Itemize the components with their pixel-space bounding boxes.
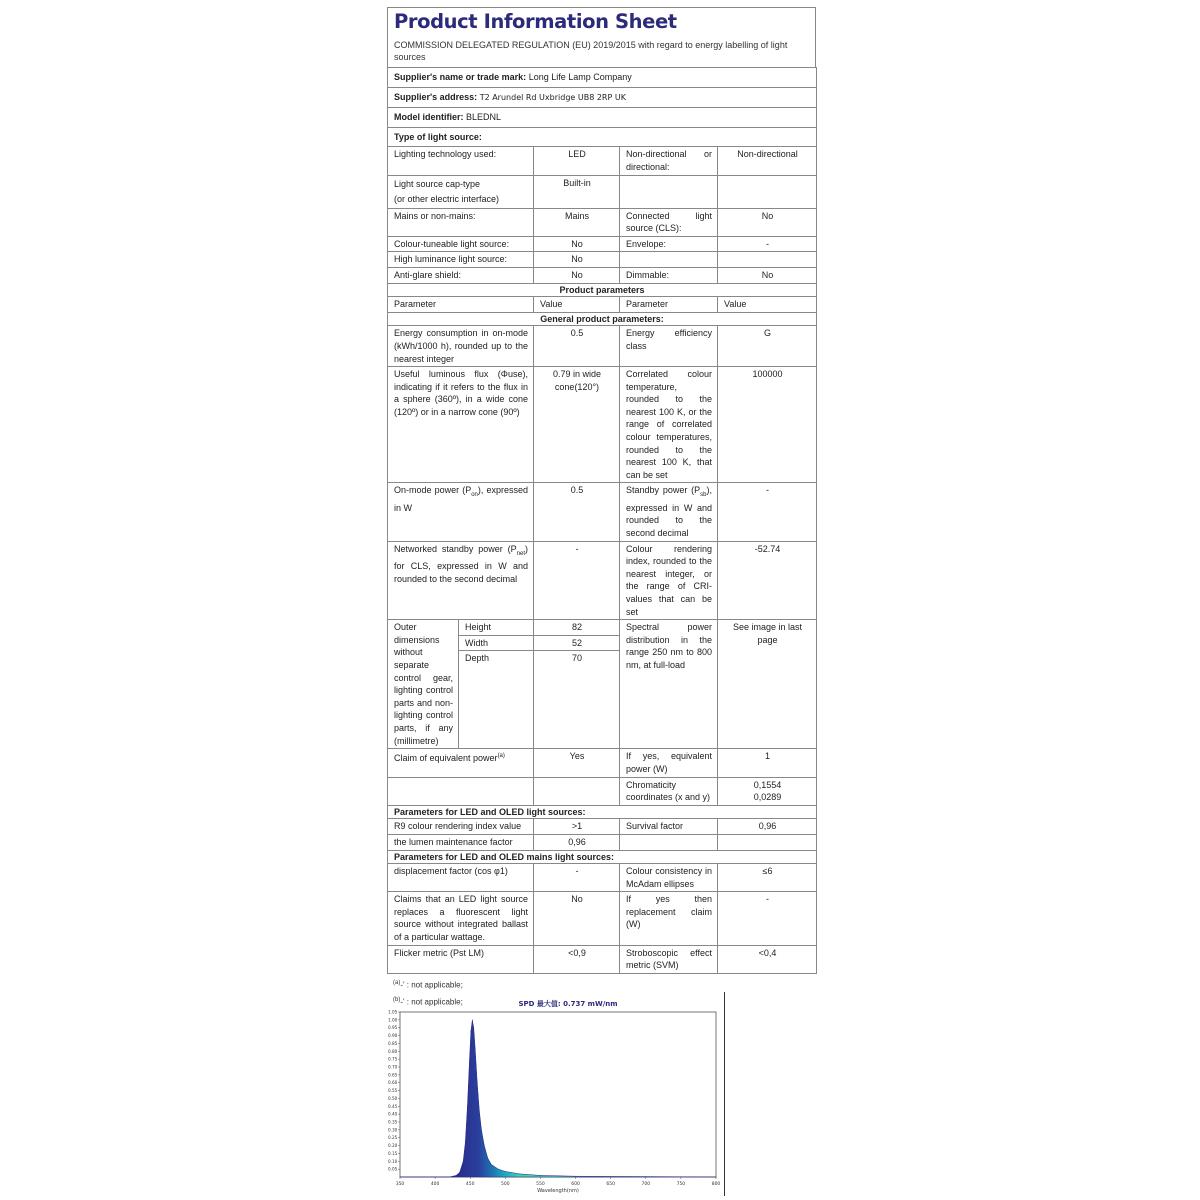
cct-label: Correlated colour temperature, rounded to the nearest 100 K, or the range of correlated colour temperatures, rounded to the nearest 100 K, that can be set [620,367,718,483]
cri-value: -52.74 [718,541,817,620]
mains-params-heading: Parameters for LED and OLED mains light sources: [388,850,817,864]
tech-label: Lighting technology used: [388,147,534,175]
spd-chart [378,994,730,1194]
led-heading-row [388,805,817,819]
y-tick-label: 0.55 [388,1088,398,1094]
flux-value: 0.79 in wide cone(120°) [534,367,620,483]
networked-row [388,541,817,620]
envelope-label: Envelope: [620,236,718,252]
footnote-a: $^{(a)}$-' : not applicable; [393,979,463,990]
lumen-value: 0,96 [534,834,620,850]
product-information-sheet [387,7,816,1009]
spd-point [575,1176,576,1177]
y-tick-label: 1.00 [388,1017,398,1023]
width-label: Width [459,635,534,651]
spd-point [484,1145,485,1146]
spd-point [472,1020,473,1021]
spd-point [469,1059,470,1060]
equiv-w-value: 1 [718,749,817,777]
spd-point [465,1142,466,1143]
displacement-row [388,864,817,892]
plot-frame [400,1012,716,1177]
x-tick-label: 400 [430,1182,440,1187]
lumen-empty-2 [718,834,817,850]
x-tick-label: 650 [606,1182,615,1187]
strobo-label: Stroboscopic effect metric (SVM) [620,945,718,973]
regulation-subtitle: COMMISSION DELEGATED REGULATION (EU) 2019/2015 with regard to energy labelling of light sources [394,40,788,62]
y-tick-label: 0.45 [388,1103,398,1109]
dimmable-value: No [718,267,817,283]
x-tick-label: 450 [465,1182,475,1187]
claims-row [388,892,817,945]
y-tick-label: 1.05 [388,1009,398,1015]
type-heading: Type of light source: [394,131,482,142]
y-tick-label: 0.75 [388,1056,398,1062]
general-params-heading: General product parameters: [388,312,817,326]
survival-value: 0,96 [718,819,817,835]
y-tick-label: 0.05 [388,1166,398,1172]
colour-tune-row [388,236,817,252]
anti-glare-value: No [534,267,620,283]
equiv-value: Yes [534,749,620,777]
supplier-row [388,68,817,88]
col-value-1: Value [534,297,620,313]
displacement-value: - [534,864,620,892]
high-lum-empty-2 [718,252,817,268]
depth-label: Depth [459,651,534,749]
y-tick-label: 0.95 [388,1025,398,1031]
r9-value: >1 [534,819,620,835]
r9-label: R9 colour rendering index value [388,819,534,835]
page-title: Product Information Sheet [394,10,677,33]
standby-value: - [718,483,817,541]
chart-divider-line [724,992,725,1196]
tech-value: LED [534,147,620,175]
mains-label: Mains or non-mains: [388,208,534,236]
mains-value: Mains [534,208,620,236]
chroma-value [718,777,817,805]
spd-point [463,1161,464,1162]
r9-row [388,819,817,835]
model-value: BLEDNL [466,112,502,123]
spd-value: See image in last page [718,620,817,749]
height-value: 82 [534,620,620,636]
footnote-b: $^{(b)}$-' : not applicable; [393,996,463,1007]
height-row [388,620,817,636]
col-value-2: Value [718,297,817,313]
spd-point [505,1171,506,1172]
y-tick-label: 0.50 [388,1095,398,1101]
onmode-value: 0.5 [534,483,620,541]
column-header-row [388,297,817,313]
replace-label: If yes then replacement claim (W) [620,892,718,945]
chroma-label: Chromaticity coordinates (x and y) [620,777,718,805]
spd-point [716,1177,717,1178]
product-params-heading: Product parameters [388,283,817,297]
dimensions-label: Outer dimensions without separate control gear, lighting control parts and non-lighting control parts, if any (millimetre) [388,620,459,749]
y-tick-label: 0.60 [388,1080,398,1086]
flicker-value: <0,9 [534,945,620,973]
spd-area [400,1020,716,1177]
y-tick-label: 0.90 [388,1033,398,1039]
high-lum-label: High luminance light source: [388,252,534,268]
spd-point [471,1031,472,1032]
dir-label: Non-directional or directional: [620,147,718,175]
spd-point [475,1048,476,1049]
address-row [388,87,817,108]
general-heading-row [388,312,817,326]
lumen-row [388,834,817,850]
spd-point [449,1177,450,1178]
high-lum-empty-1 [620,252,718,268]
high-lum-row [388,252,817,268]
energy-value: 0.5 [534,326,620,367]
x-tick-label: 550 [536,1182,545,1187]
spd-point [456,1175,457,1176]
flux-row [388,367,817,483]
displacement-label: displacement factor (cos φ1) [388,864,534,892]
product-params-heading-row [388,283,817,297]
dir-value: Non-directional [718,147,817,175]
info-table [387,67,817,974]
mains-row [388,208,817,236]
cap-row [388,175,817,208]
onmode-label: On-mode power $(P_{on})$, expressed in W [388,483,534,541]
spd-point [467,1106,468,1107]
y-tick-label: 0.25 [388,1135,398,1141]
x-tick-label: 350 [395,1182,405,1187]
high-lum-value: No [534,252,620,268]
chart-title: SPD 最大值: 0.737 mW/nm [518,1000,618,1008]
y-tick-label: 0.20 [388,1143,398,1149]
cls-value: No [718,208,817,236]
address-value: T2 Arundel Rd Uxbridge UB8 2RP UK [479,92,626,102]
networked-value: - [534,541,620,620]
y-tick-label: 0.15 [388,1150,398,1156]
consistency-label: Colour consistency in McAdam ellipses [620,864,718,892]
col-parameter-2: Parameter [620,297,718,313]
spd-label: Spectral power distribution in the range 250 nm to 800 nm, at full-load [620,620,718,749]
onmode-row [388,483,817,541]
equiv-label: Claim of equivalent power$^{(a)}$ [388,749,534,777]
col-parameter-1: Parameter [388,297,534,313]
spd-point [519,1174,520,1175]
spd-chart-svg [378,994,730,1194]
cri-label: Colour rendering index, rounded to the nearest integer, or the range of CRI-values that can be set [620,541,718,620]
cct-value: 100000 [718,367,817,483]
equiv-w-label: If yes, equivalent power (W) [620,749,718,777]
y-tick-label: 0.10 [388,1158,398,1164]
equiv-row [388,749,817,777]
tech-row [388,147,817,175]
cap-label: Light source cap-type [394,178,481,189]
x-tick-label: 600 [571,1182,580,1187]
chroma-row [388,777,817,805]
led-params-heading: Parameters for LED and OLED light sources: [388,805,817,819]
anti-glare-label: Anti-glare shield: [388,267,534,283]
flicker-row [388,945,817,973]
envelope-value: - [718,236,817,252]
x-tick-label: 500 [501,1182,510,1187]
x-tick-label: 700 [641,1182,651,1187]
spd-point [645,1176,646,1177]
height-label: Height [459,620,534,636]
colour-tune-label: Colour-tuneable light source: [388,236,534,252]
survival-label: Survival factor [620,819,718,835]
title-block [387,7,816,67]
chroma-empty-1 [388,777,534,805]
consistency-value: ≤6 [718,864,817,892]
energy-label: Energy consumption in on-mode (kWh/1000 h), rounded up to the nearest integer [388,326,534,367]
y-tick-label: 0.80 [388,1048,398,1054]
model-row [388,108,817,128]
width-value: 52 [534,635,620,651]
efficiency-label: Energy efficiency class [620,326,718,367]
y-tick-label: 0.30 [388,1127,398,1133]
chroma-y: 0,0289 [753,792,782,803]
flicker-label: Flicker metric (Pst LM) [388,945,534,973]
spd-point [400,1177,401,1178]
model-label: Model identifier: [394,112,464,123]
flux-label: Useful luminous flux (Φuse), indicating if it refers to the flux in a sphere (360º), in a wide cone (120º) or in a narrow cone (90º) [388,367,534,483]
cap-empty-2 [718,175,817,208]
anti-glare-row [388,267,817,283]
dimmable-label: Dimmable: [620,267,718,283]
type-heading-row [388,127,817,147]
lumen-label: the lumen maintenance factor [388,834,534,850]
claims-label: Claims that an LED light source replaces a fluorescent light source without integrated ballast of a particular wattage. [388,892,534,945]
address-label: Supplier's address: [394,91,478,102]
lumen-empty-1 [620,834,718,850]
spd-point [540,1175,541,1176]
spd-point [487,1158,488,1159]
spd-point [481,1130,482,1131]
colour-tune-value: No [534,236,620,252]
spd-point [479,1111,480,1112]
energy-row [388,326,817,367]
efficiency-value: G [718,326,817,367]
cap-label-2: (or other electric interface) [394,193,500,204]
x-axis-label: Wavelength(nm) [537,1188,579,1194]
spd-point [498,1169,499,1170]
supplier-value: Long Life Lamp Company [528,72,632,82]
x-tick-label: 750 [676,1182,686,1187]
mains-heading-row [388,850,817,864]
standby-label: Standby power $(P_{sb})$, expressed in W and rounded to the second decimal [620,483,718,541]
y-tick-label: 0.65 [388,1072,398,1078]
spd-point [491,1164,492,1165]
supplier-label: Supplier's name or trade mark: [394,72,527,82]
depth-value: 70 [534,651,620,749]
y-tick-label: 0.85 [388,1040,398,1046]
spd-point [473,1027,474,1028]
cap-value: Built-in [534,175,620,208]
y-tick-label: 0.70 [388,1064,398,1070]
cls-label: Connected light source (CLS): [620,208,718,236]
chroma-x: 0,1554 [753,779,782,790]
spd-point [459,1172,460,1173]
y-tick-label: 0.35 [388,1119,398,1125]
replace-value: - [718,892,817,945]
chroma-empty-2 [534,777,620,805]
spd-point [477,1082,478,1083]
y-tick-label: 0.40 [388,1111,398,1117]
networked-label: Networked standby power $(P_{net})$ for CLS, expressed in W and rounded to the second decimal [388,541,534,620]
cap-empty-1 [620,175,718,208]
strobo-value: <0,4 [718,945,817,973]
claims-value: No [534,892,620,945]
x-tick-label: 800 [711,1182,721,1187]
